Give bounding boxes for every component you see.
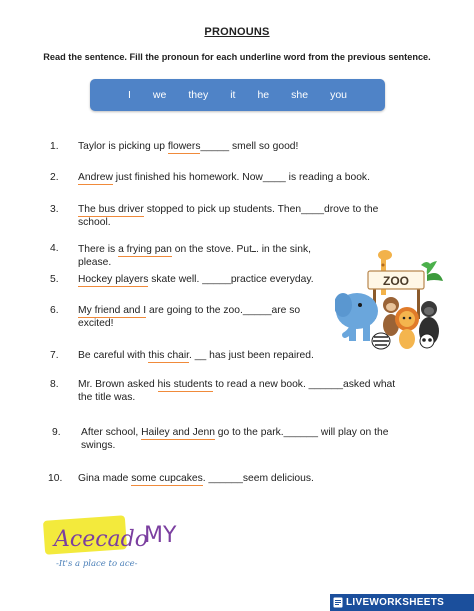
answer-blank[interactable]: ______ <box>308 379 344 390</box>
question-number: 1. <box>50 141 59 152</box>
underlined-word: a frying pan <box>118 244 172 255</box>
question-number: 2. <box>50 172 59 183</box>
panda <box>420 334 434 348</box>
question-number: 5. <box>50 274 59 285</box>
underlined-word: Hockey players <box>78 274 149 285</box>
question-number: 10. <box>48 473 63 484</box>
underlined-word: Hailey and Jenn <box>141 427 215 438</box>
answer-blank[interactable]: ______ <box>283 427 319 438</box>
word-bank-item: we <box>152 89 167 101</box>
underlined-word: some cupcakes <box>131 473 203 484</box>
answer-blank[interactable]: _____ <box>200 141 230 152</box>
answer-blank[interactable]: _____ <box>242 305 272 316</box>
answer-blank[interactable]: ____ <box>262 172 286 183</box>
answer-blank[interactable]: __ <box>194 350 207 361</box>
word-bank <box>90 79 385 111</box>
page-title: PRONOUNS <box>204 26 270 38</box>
underlined-word: his students <box>157 379 213 390</box>
question-number: 9. <box>52 427 61 438</box>
acecadomy-logo <box>40 512 190 576</box>
zoo-sign-text: ZOO <box>383 274 409 288</box>
logo-tagline: -It's a place to ace- <box>56 559 138 569</box>
underlined-word: Andrew <box>78 172 113 183</box>
word-bank-item: she <box>291 89 309 101</box>
word-bank-item: you <box>330 89 348 101</box>
word-bank-item: it <box>230 89 236 101</box>
logo-my-text: MY <box>144 523 177 548</box>
answer-blank[interactable]: ____ <box>301 204 324 215</box>
giraffe-head <box>378 250 392 260</box>
question-number: 7. <box>50 350 59 361</box>
instructions: Read the sentence. Fill the pronoun for each underline word from the previous sentence. <box>43 52 431 62</box>
logo-main-text: Acecado <box>54 527 148 552</box>
footer-brand: LIVEWORKSHEETS <box>346 597 445 608</box>
question-number: 6. <box>50 305 59 316</box>
liveworksheets-footer <box>330 594 474 611</box>
word-bank-item: they <box>188 89 209 101</box>
underlined-word: My friend and I <box>78 305 147 316</box>
answer-blank[interactable]: ______ <box>208 473 243 484</box>
answer-blank[interactable]: _____ <box>202 274 231 285</box>
word-bank-item: I <box>127 89 131 101</box>
word-bank-item: he <box>257 89 270 101</box>
underlined-word: The bus driver <box>78 204 144 215</box>
underlined-word: this chair <box>148 350 190 361</box>
underlined-word: flowers <box>167 141 201 152</box>
zoo-animals-illustration <box>335 245 443 353</box>
question-number: 8. <box>50 379 59 390</box>
document-icon <box>333 597 343 608</box>
question-number: 3. <box>50 204 59 215</box>
question-number: 4. <box>50 243 59 254</box>
